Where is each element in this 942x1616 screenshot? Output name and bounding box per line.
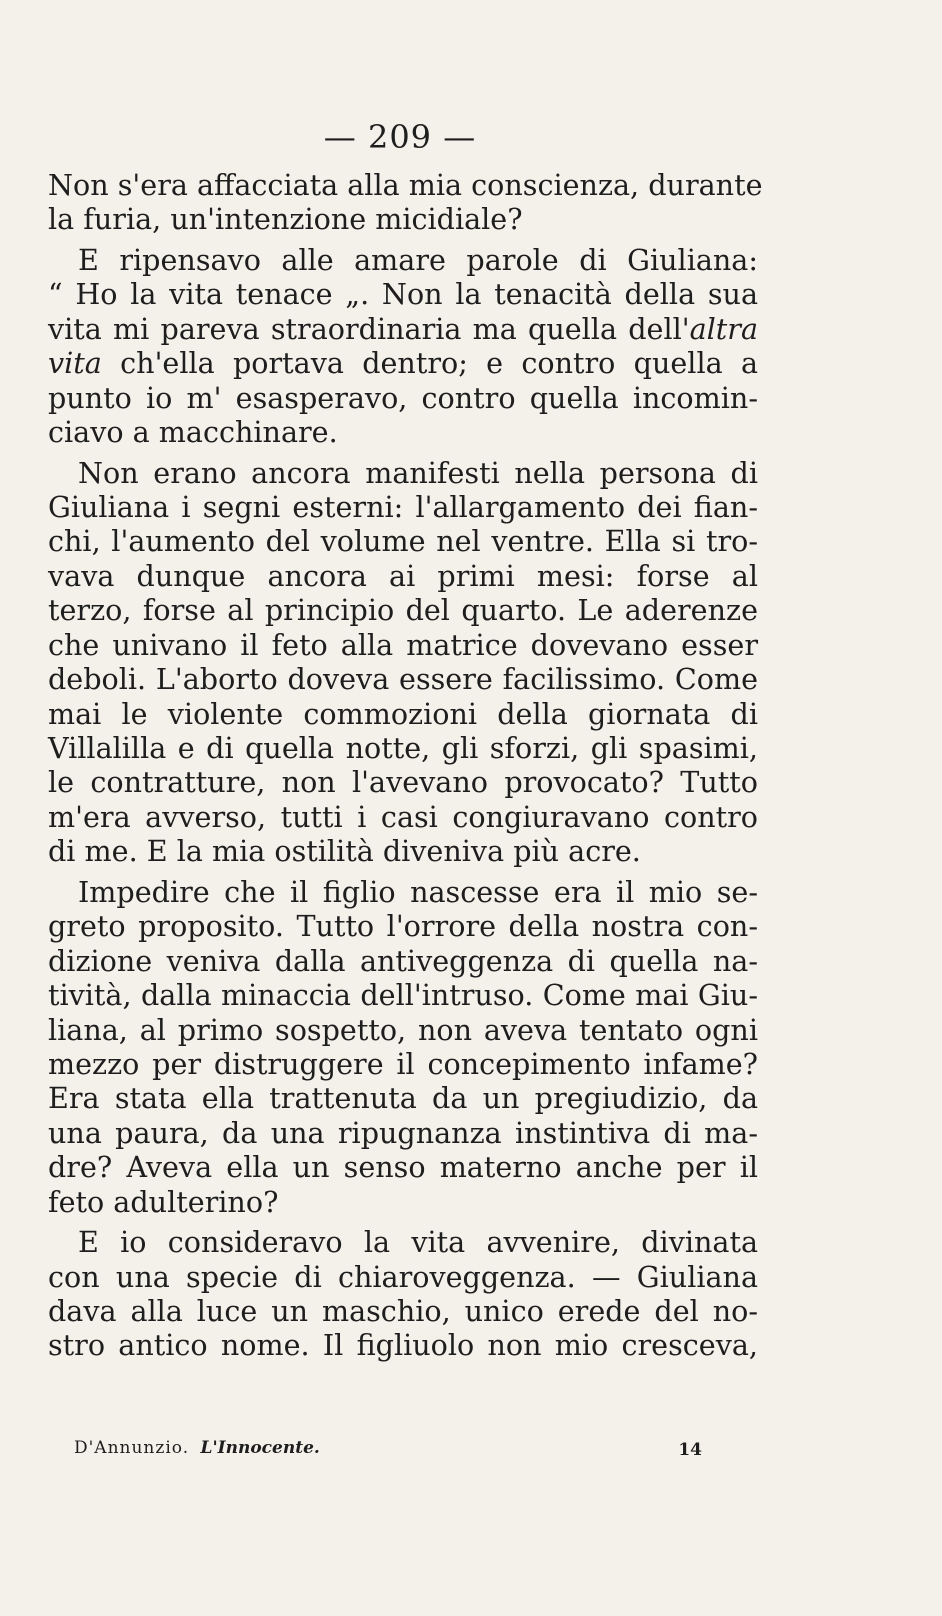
text-line: punto io m' esasperavo, contro quella incomin-	[48, 380, 758, 415]
footer-author: D'Annunzio.	[74, 1438, 190, 1458]
paragraph-2	[48, 243, 758, 450]
signature-mark: 14	[678, 1440, 702, 1460]
body-text	[48, 168, 763, 1363]
text-line: di me. E la mia ostilità diveniva più acre.	[48, 834, 641, 869]
paragraph-4	[48, 875, 758, 1219]
text-line: Impedire che il figlio nascesse era il mio se-	[78, 874, 758, 909]
text-line: deboli. L'aborto doveva essere facilissimo. Come	[48, 662, 758, 697]
text-line: vava dunque ancora ai primi mesi: forse al	[48, 558, 758, 593]
footer-title: L'Innocente.	[200, 1438, 320, 1458]
text-line: Giuliana i segni esterni: l'allargamento dei fian-	[48, 489, 758, 524]
page-footer	[74, 1438, 702, 1458]
text-line: tività, dalla minaccia dell'intruso. Come mai Giu-	[48, 978, 758, 1013]
text-line: terzo, forse al principio del quarto. Le aderenze	[48, 593, 758, 628]
italic-word: vita	[48, 346, 102, 381]
text-line: feto adulterino?	[48, 1184, 279, 1219]
text-line: chi, l'aumento del volume nel ventre. Ella si tro-	[48, 524, 758, 559]
text-line: ciavo a macchinare.	[48, 415, 338, 450]
text-fragment: ch'ella portava dentro; e contro quella a	[120, 346, 758, 381]
text-line: stro antico nome. Il figliuolo non mio cresceva,	[48, 1328, 758, 1363]
text-line: m'era avverso, tutti i casi congiuravano contro	[48, 799, 758, 834]
text-line: “ Ho la vita tenace „. Non la tenacità della sua	[48, 277, 758, 312]
text-line: dava alla luce un maschio, unico erede del no-	[48, 1294, 758, 1328]
text-line: E io consideravo la vita avvenire, divinata	[78, 1225, 758, 1260]
text-line: Villalilla e di quella notte, gli sforzi, gli spasimi,	[48, 731, 758, 765]
text-line: liana, al primo sospetto, non aveva tentato ogni	[48, 1012, 758, 1047]
text-line	[48, 312, 758, 346]
text-line: greto proposito. Tutto l'orrore della nostra con-	[48, 909, 758, 944]
text-line: le contratture, non l'avevano provocato? Tutto	[48, 765, 758, 800]
italic-word: altra	[689, 311, 758, 346]
paragraph-3	[48, 456, 758, 869]
text-line	[48, 346, 758, 380]
text-line: con una specie di chiaroveggenza. — Giuliana	[48, 1259, 758, 1294]
text-line: Era stata ella trattenuta da un pregiudizio, da	[48, 1081, 758, 1116]
text-line: dre? Aveva ella un senso materno anche per il	[48, 1150, 758, 1185]
paragraph-5	[48, 1225, 758, 1363]
text-line: dizione veniva dalla antiveggenza di quella na-	[48, 943, 758, 978]
page-number: — 209 —	[323, 118, 477, 156]
text-line: mezzo per distruggere il concepimento infame?	[48, 1046, 758, 1081]
text-line: la furia, un'intenzione micidiale?	[48, 202, 523, 237]
text-line: una paura, da una ripugnanza instintiva di ma-	[48, 1115, 758, 1150]
text-line: E ripensavo alle amare parole di Giuliana:	[78, 242, 758, 277]
paragraph-1	[48, 168, 763, 237]
text-line: Non erano ancora manifesti nella persona di	[78, 455, 758, 490]
text-line: Non s'era affacciata alla mia conscienza, durante	[48, 168, 763, 202]
text-line: mai le violente commozioni della giornata di	[48, 696, 758, 731]
text-line: che univano il feto alla matrice dovevano esser	[48, 627, 758, 662]
text-fragment: vita mi pareva straordinaria ma quella dell'	[48, 311, 690, 346]
